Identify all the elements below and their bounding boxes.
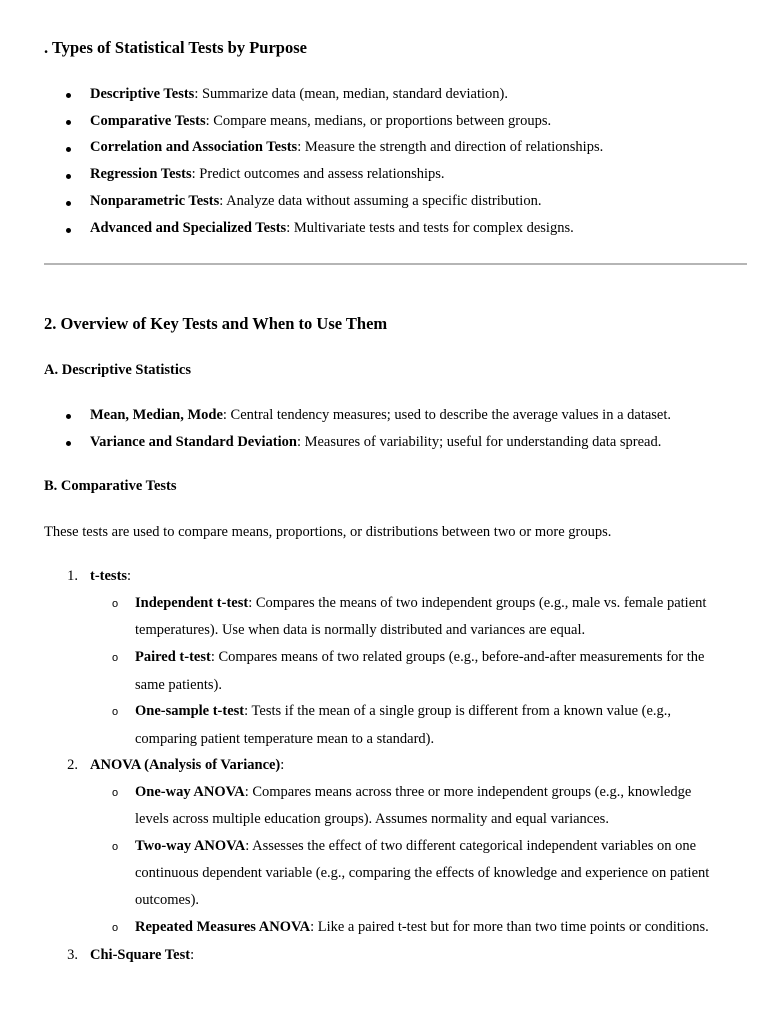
section-heading-overview: 2. Overview of Key Tests and When to Use Them <box>44 314 388 333</box>
bullet-dot-icon <box>66 174 71 179</box>
sub-list-item: Repeated Measures ANOVA: Like a paired t-test but for more than two time points or conditions. <box>135 919 709 935</box>
list-number: 1. <box>67 568 78 584</box>
sub-list-item-continuation: temperatures). Use when data is normally distributed and variances are equal. <box>135 622 586 638</box>
list-item: t-tests: <box>90 568 132 584</box>
bullet-dot-icon <box>66 120 71 125</box>
list-item: ANOVA (Analysis of Variance): <box>90 757 285 773</box>
list-number: 2. <box>67 757 78 773</box>
sub-bullet-circle-icon: o <box>112 787 119 799</box>
sub-list-item: Paired t-test: Compares means of two related groups (e.g., before-and-after measurements for the <box>135 649 705 665</box>
bullet-dot-icon <box>66 147 71 152</box>
list-item: Correlation and Association Tests: Measure the strength and direction of relationships. <box>90 139 604 155</box>
sub-bullet-circle-icon: o <box>112 652 119 664</box>
list-number: 3. <box>67 947 78 963</box>
list-item: Mean, Median, Mode: Central tendency measures; used to describe the average values in a dataset. <box>90 407 672 423</box>
bullet-dot-icon <box>66 441 71 446</box>
intro-paragraph: These tests are used to compare means, proportions, or distributions between two or more groups. <box>44 524 612 540</box>
horizontal-divider <box>44 263 747 265</box>
sub-list-item: Two-way ANOVA: Assesses the effect of two different categorical independent variables on one <box>135 838 697 854</box>
list-item: Chi-Square Test: <box>90 947 195 963</box>
sub-bullet-circle-icon: o <box>112 706 119 718</box>
subheading-descriptive: A. Descriptive Statistics <box>44 362 191 378</box>
sub-bullet-circle-icon: o <box>112 922 119 934</box>
list-item: Variance and Standard Deviation: Measures of variability; useful for understanding data spread. <box>90 434 662 450</box>
bullet-dot-icon <box>66 93 71 98</box>
bullet-dot-icon <box>66 228 71 233</box>
sub-list-item-continuation: outcomes). <box>135 892 200 908</box>
sub-list-item-continuation: same patients). <box>135 677 222 693</box>
sub-list-item-continuation: levels across multiple education groups). Assumes normality and equal variances. <box>135 811 609 827</box>
list-item: Comparative Tests: Compare means, medians, or proportions between groups. <box>90 113 552 129</box>
section-heading-types: . Types of Statistical Tests by Purpose <box>44 38 307 57</box>
sub-list-item: One-way ANOVA: Compares means across three or more independent groups (e.g., knowledge <box>135 784 692 800</box>
list-item: Regression Tests: Predict outcomes and assess relationships. <box>90 166 445 182</box>
list-item: Advanced and Specialized Tests: Multivariate tests and tests for complex designs. <box>90 220 574 236</box>
sub-list-item: One-sample t-test: Tests if the mean of a single group is different from a known value (e.g., <box>135 703 672 719</box>
sub-list-item-continuation: continuous dependent variable (e.g., comparing the effects of knowledge and experience on patient <box>135 865 710 881</box>
sub-list-item: Independent t-test: Compares the means of two independent groups (e.g., male vs. female patient <box>135 595 707 611</box>
sub-bullet-circle-icon: o <box>112 841 119 853</box>
bullet-dot-icon <box>66 414 71 419</box>
sub-list-item-continuation: comparing patient temperature mean to a standard). <box>135 731 435 747</box>
bullet-dot-icon <box>66 201 71 206</box>
sub-bullet-circle-icon: o <box>112 598 119 610</box>
subheading-comparative: B. Comparative Tests <box>44 478 177 494</box>
list-item: Nonparametric Tests: Analyze data without assuming a specific distribution. <box>90 193 542 209</box>
list-item: Descriptive Tests: Summarize data (mean, median, standard deviation). <box>90 86 508 102</box>
